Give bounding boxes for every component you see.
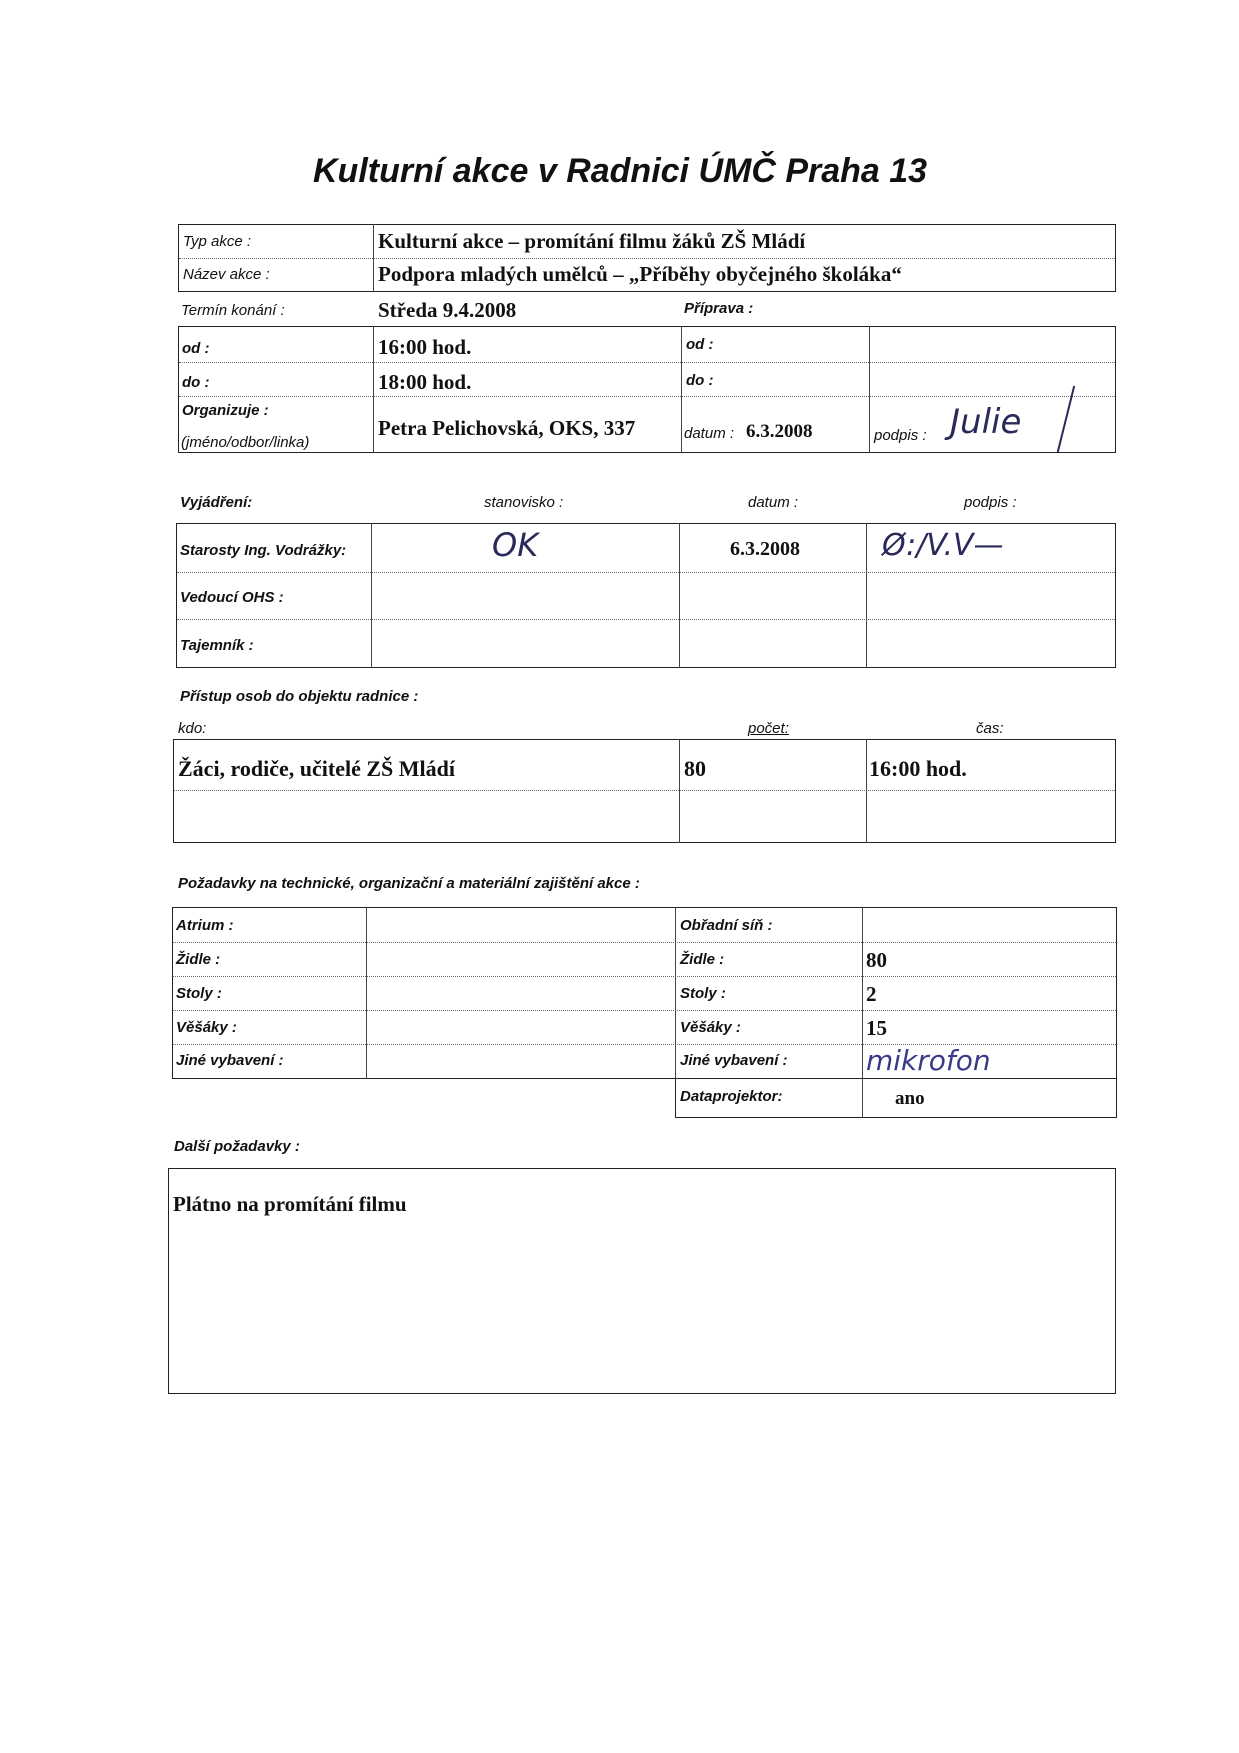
req-left-label: Jiné vybavení : [176, 1052, 284, 1069]
opinion-row-label: Tajemník : [180, 637, 254, 654]
priprava-do-label: do : [686, 372, 714, 389]
opinion-row-label: Starosty Ing. Vodrážky: [180, 542, 347, 559]
req-left-label: Věšáky : [176, 1019, 237, 1036]
termin-value: Středa 9.4.2008 [378, 298, 517, 322]
page-title: Kulturní akce v Radnici ÚMČ Praha 13 [313, 152, 928, 190]
access-pocet: 80 [684, 756, 706, 781]
req-right-value: 2 [866, 982, 877, 1006]
cas-col-label: čas: [976, 720, 1004, 737]
priprava-label: Příprava : [684, 300, 754, 317]
req-right-label: Židle : [680, 951, 725, 968]
stanovisko-col-label: stanovisko : [484, 494, 564, 511]
podpis-label: podpis : [874, 427, 927, 444]
req-right-label: Stoly : [680, 985, 726, 1002]
opinion-podpis: Ø:/V.V— [882, 528, 1004, 563]
req-left-label: Stoly : [176, 985, 222, 1002]
requirements-heading: Požadavky na technické, organizační a materiální zajištění akce : [178, 875, 640, 892]
opinion-stanovisko: OK [492, 526, 539, 564]
dataprojektor-label: Dataprojektor: [680, 1088, 783, 1105]
atrium-label: Atrium : [176, 917, 234, 934]
datum-col-label: datum : [748, 494, 799, 511]
typ-akce-value: Kulturní akce – promítání filmu žáků ZŠ Mládí [378, 229, 806, 253]
do-value: 18:00 hod. [378, 370, 472, 394]
req-left-label: Židle : [176, 951, 221, 968]
datum-label: datum : [684, 425, 735, 442]
req-right-value: 80 [866, 948, 887, 972]
access-heading: Přístup osob do objektu radnice : [180, 688, 419, 705]
req-right-value-handwritten: mikrofon [866, 1044, 991, 1077]
opinion-datum: 6.3.2008 [730, 538, 800, 560]
organizuje-value: Petra Pelichovská, OKS, 337 [378, 416, 636, 440]
access-kdo: Žáci, rodiče, učitelé ZŠ Mládí [178, 756, 456, 781]
termin-label: Termín konání : [181, 302, 285, 319]
organizer-signature: Julie [950, 402, 1022, 442]
do-label: do : [182, 374, 210, 391]
dataprojektor-value: ano [895, 1088, 925, 1109]
other-heading: Další požadavky : [174, 1138, 300, 1155]
req-right-label: Jiné vybavení : [680, 1052, 788, 1069]
opinion-row-label: Vedoucí OHS : [180, 589, 284, 606]
priprava-od-label: od : [686, 336, 714, 353]
req-right-label: Věšáky : [680, 1019, 741, 1036]
vyjadreni-heading: Vyjádření: [180, 494, 253, 511]
typ-akce-label: Typ akce : [183, 233, 252, 250]
other-value: Plátno na promítání filmu [173, 1192, 407, 1216]
od-label: od : [182, 340, 210, 357]
kdo-col-label: kdo: [178, 720, 207, 737]
obradni-sin-label: Obřadní síň : [680, 917, 773, 934]
req-right-value: 15 [866, 1016, 887, 1040]
organizuje-sublabel: (jméno/odbor/linka) [181, 434, 310, 451]
pocet-col-label: počet: [748, 720, 789, 737]
podpis-col-label: podpis : [964, 494, 1017, 511]
organizuje-label: Organizuje : [182, 402, 269, 419]
access-table [173, 739, 1116, 843]
datum-value: 6.3.2008 [746, 421, 813, 442]
od-value: 16:00 hod. [378, 335, 472, 359]
nazev-akce-label: Název akce : [183, 266, 270, 283]
access-cas: 16:00 hod. [869, 756, 967, 781]
nazev-akce-value: Podpora mladých umělců – „Příběhy obyčejného školáka“ [378, 262, 902, 286]
